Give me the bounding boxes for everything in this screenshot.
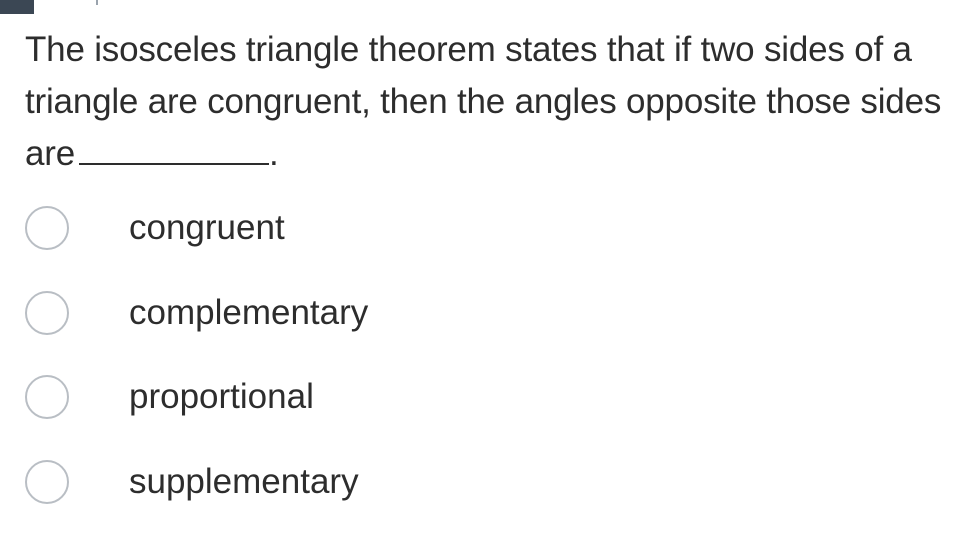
radio-button[interactable] [25,206,69,250]
choice-label[interactable]: supplementary [129,462,359,501]
choice-complementary[interactable] [25,275,625,335]
radio-button[interactable] [25,291,69,335]
choice-congruent[interactable] [25,190,625,250]
answer-blank [79,135,269,165]
question-period: . [269,134,279,173]
question-text: The isosceles triangle theorem states that if two sides of a triangle are congruent, then the angles opposite those sides are [25,30,942,173]
choice-label[interactable]: congruent [129,208,285,247]
question-prompt [25,24,970,180]
choice-supplementary[interactable] [25,444,625,504]
choice-label[interactable]: complementary [129,293,369,332]
radio-button[interactable] [25,460,69,504]
radio-button[interactable] [25,375,69,419]
top-tick-mark [96,0,98,5]
choice-proportional[interactable] [25,359,625,419]
choice-label[interactable]: proportional [129,377,314,416]
corner-tab [0,0,34,14]
